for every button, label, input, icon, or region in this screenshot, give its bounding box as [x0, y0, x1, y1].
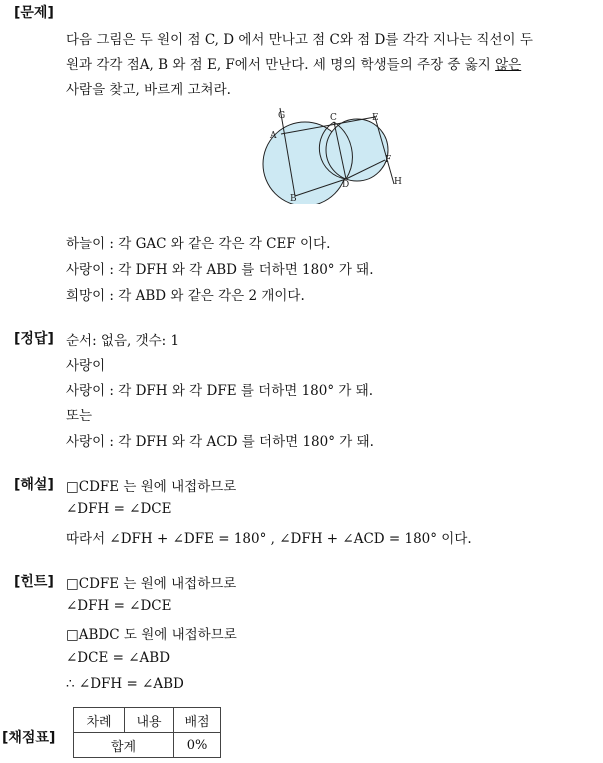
scoring-total-label: 합계	[74, 733, 174, 758]
explanation-line-1: □CDFE 는 원에 내접하므로	[66, 479, 237, 495]
answer-line-3: 또는	[66, 408, 93, 424]
problem-text-line-2-main: 원과 각각 점A, B 와 점 E, F에서 만난다. 세 명의 학생들의 주장 중 옳지	[66, 57, 496, 73]
label-A: A	[270, 131, 277, 141]
hint-line-5: ∴ ∠DFH = ∠ABD	[66, 676, 184, 692]
two-circles-figure	[262, 104, 412, 204]
problem-tag: [문제]	[14, 5, 54, 21]
scoring-header-content: 내용	[125, 708, 174, 733]
answer-line-1: 사랑이	[66, 358, 106, 374]
claim-love: 사랑이 : 각 DFH 와 각 ABD 를 더하면 180° 가 돼.	[66, 262, 374, 278]
hint-line-1: □CDFE 는 원에 내접하므로	[66, 576, 237, 592]
scoring-header-points: 배점	[174, 708, 221, 733]
scoring-total-row	[74, 733, 221, 758]
hint-tag: [힌트]	[14, 574, 54, 590]
explanation-line-2: ∠DFH = ∠DCE	[66, 501, 172, 517]
hint-line-3: □ABDC 도 원에 내접하므로	[66, 627, 237, 643]
problem-text-line-1: 다음 그림은 두 원이 점 C, D 에서 만나고 점 C와 점 D를 각각 지나는 직선이 두	[66, 32, 533, 48]
label-C: C	[330, 113, 337, 123]
hint-line-4: ∠DCE = ∠ABD	[66, 650, 171, 666]
label-E: E	[372, 113, 379, 123]
problem-underlined-word: 않은	[495, 57, 522, 73]
answer-line-2: 사랑이 : 각 DFH 와 각 DFE 를 더하면 180° 가 돼.	[66, 383, 374, 399]
problem-text-line-3: 사람을 찾고, 바르게 고쳐라.	[66, 82, 231, 98]
scoring-total-value: 0%	[174, 733, 221, 758]
answer-tag: [정답]	[14, 331, 54, 347]
label-F: F	[385, 155, 392, 165]
label-G: G	[278, 111, 286, 121]
scoring-tag: [채점표]	[2, 730, 56, 746]
scoring-header-order: 차례	[74, 708, 125, 733]
claim-hope: 희망이 : 각 ABD 와 같은 각은 2 개이다.	[66, 288, 305, 304]
answer-meta: 순서: 없음, 갯수: 1	[66, 333, 180, 349]
explanation-line-3: 따라서 ∠DFH + ∠DFE = 180° , ∠DFH + ∠ACD = 180° 이다.	[66, 531, 472, 547]
scoring-table	[73, 707, 221, 758]
claim-sky: 하늘이 : 각 GAC 와 같은 각은 각 CEF 이다.	[66, 236, 331, 252]
label-B: B	[290, 194, 297, 204]
problem-text-line-2	[66, 53, 521, 73]
label-D: D	[342, 180, 350, 190]
label-H: H	[394, 177, 402, 187]
explanation-tag: [해설]	[14, 477, 54, 493]
answer-line-4: 사랑이 : 각 DFH 와 각 ACD 를 더하면 180° 가 돼.	[66, 434, 374, 450]
scoring-header-row	[74, 708, 221, 733]
hint-line-2: ∠DFH = ∠DCE	[66, 598, 172, 614]
